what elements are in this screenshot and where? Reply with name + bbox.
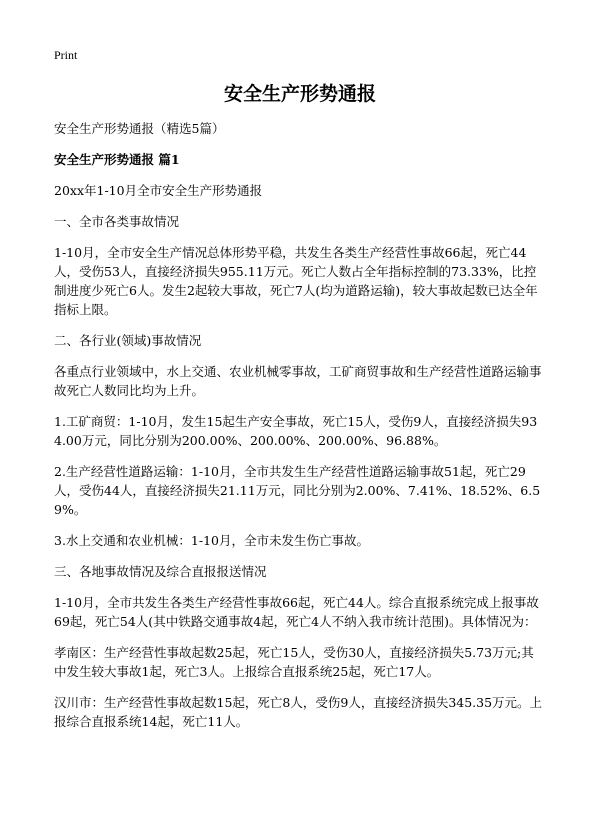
- document-subtitle: 安全生产形势通报（精选5篇）: [54, 121, 225, 136]
- industry-road-transport: 2.生产经营性道路运输：1-10月，全市共发生生产经营性道路运输事故51起，死亡29人，受伤44人，直接经济损失21.11万元，同比分别为2.00%、7.41%、18.52%、6.59%。: [54, 464, 541, 517]
- part-two-summary: 各重点行业领域中，水上交通、农业机械零事故，工矿商贸事故和生产经营性道路运输事故死亡人数同比均为上升。: [54, 364, 542, 398]
- print-link[interactable]: Print: [54, 48, 78, 62]
- district-xiaonan: 孝南区：生产经营性事故起数25起，死亡15人，受伤30人，直接经济损失5.73万元;其中发生较大事故1起，死亡3人。上报综合直报系统25起，死亡17人。: [54, 645, 534, 679]
- part-three-summary: 1-10月，全市共发生各类生产经营性事故66起，死亡44人。综合直报系统完成上报事故69起，死亡54人(其中铁路交通事故4起，死亡4人不纳入我市统计范围)。具体情况为：: [54, 595, 539, 629]
- part-one-summary: 1-10月，全市安全生产情况总体形势平稳，共发生各类生产经营性事故66起，死亡44人，受伤53人，直接经济损失955.11万元。死亡人数占全年指标控制的73.33%，比控制进度少死亡6人。发生2起较大事故，死亡7人(均为道路运输)，较大事故起数已达全年指标上限。: [54, 245, 538, 317]
- report-heading: 20xx年1-10月全市安全生产形势通报: [54, 183, 263, 198]
- document-title: 安全生产形势通报: [223, 83, 376, 105]
- part-two-heading: 二、各行业(领域)事故情况: [54, 333, 202, 348]
- district-hanchuan: 汉川市：生产经营性事故起数15起，死亡8人，受伤9人，直接经济损失345.35万元。上报综合直报系统14起，死亡11人。: [54, 695, 543, 729]
- industry-mining-trade: 1.工矿商贸：1-10月，发生15起生产安全事故，死亡15人，受伤9人，直接经济损失934.00万元，同比分别为200.00%、200.00%、200.00%、96.88%。: [54, 414, 538, 448]
- part-three-heading: 三、各地事故情况及综合直报报送情况: [54, 564, 267, 579]
- part-one-heading: 一、全市各类事故情况: [54, 214, 180, 229]
- section-heading: 安全生产形势通报 篇1: [54, 152, 180, 167]
- industry-water-agri: 3.水上交通和农业机械：1-10月，全市未发生伤亡事故。: [54, 533, 370, 548]
- document-body: [54, 119, 546, 731]
